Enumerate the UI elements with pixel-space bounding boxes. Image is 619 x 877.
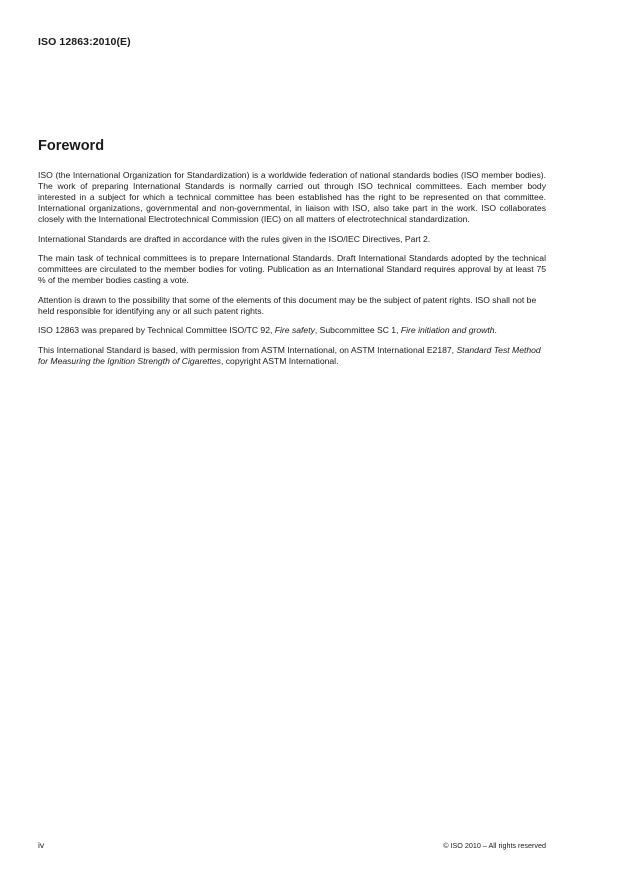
paragraph-prepared-by: [38, 325, 546, 336]
document-id-header: ISO 12863:2010(E): [38, 36, 131, 48]
page-number: iv: [38, 840, 45, 850]
paragraph-astm-basis: [38, 345, 546, 367]
copyright-notice: © ISO 2010 – All rights reserved: [443, 841, 546, 850]
astm-basis-text: This International Standard is based, with permission from ASTM International, on ASTM International E2187,: [38, 344, 457, 355]
paragraph-patent-notice: Attention is drawn to the possibility that some of the elements of this document may be the subject of patent rights. ISO shall not be held responsible for identifying any or all such patent rights.: [38, 294, 537, 316]
prepared-by-text: ISO 12863 was prepared by Technical Committee ISO/TC 92,: [38, 325, 275, 335]
committee-title: Fire safety: [274, 325, 315, 335]
prepared-by-text: .: [494, 325, 497, 335]
subcommittee-title: Fire initiation and growth: [400, 325, 495, 335]
astm-standard-title: Standard Test Method for Measuring the Ignition Strength of Cigarettes: [38, 344, 541, 366]
paragraph-committee-task: The main task of technical committees is to prepare International Standards. Draft International Standards adopted by the technical committees are circulated to the member bodies for voting. Publication as an International Standard requires approval by at least 75 % of the member bodies casting a vote.: [38, 253, 546, 285]
prepared-by-text: , Subcommittee SC 1,: [314, 325, 401, 335]
astm-basis-text: , copyright ASTM International.: [220, 355, 339, 366]
paragraph-drafting-rules: International Standards are drafted in accordance with the rules given in the ISO/IEC Directives, Part 2.: [38, 233, 431, 244]
paragraph-iso-federation: ISO (the International Organization for Standardization) is a worldwide federation of national standards bodies (ISO member bodies). The work of preparing International Standards is normally carried out through ISO technical committees. Each member body interested in a subject for which a technical committee has been established has the right to be represented on that committee. International organizations, governmental and non-governmental, in liaison with ISO, also take part in the work. ISO collaborates closely with the International Electrotechnical Commission (IEC) on all matters of electrotechnical standardization.: [38, 170, 546, 224]
section-title: Foreword: [38, 138, 105, 154]
foreword-body: [38, 170, 546, 375]
